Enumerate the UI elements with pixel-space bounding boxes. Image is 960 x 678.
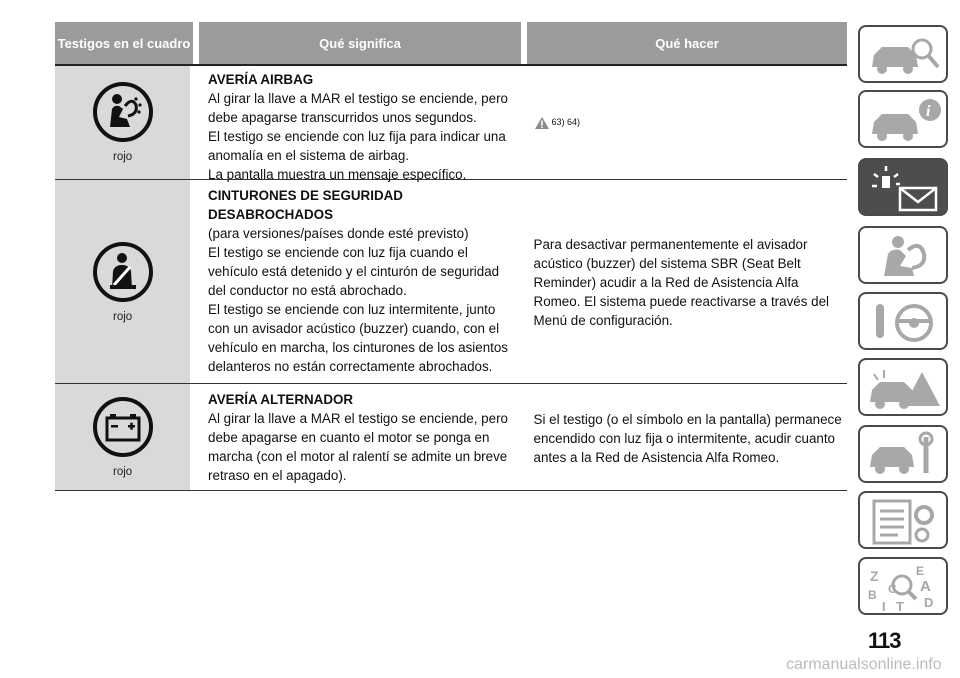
safety-airbag-icon (860, 228, 950, 286)
row-title: AVERÍA ALTERNADOR (208, 392, 354, 407)
seatbelt-warning-icon (92, 241, 154, 303)
meaning-text: Al girar la llave a MAR el testigo se enciende, pero debe apagarse en cuanto el motor se ponga en marcha (con el motor al ralentí se admite un breve retraso en el apagado). (208, 411, 508, 483)
watermark: carmanualsonline.info (786, 656, 942, 673)
svg-text:Z: Z (870, 568, 879, 584)
svg-text:E: E (916, 564, 925, 578)
svg-text:D: D (924, 595, 934, 610)
warning-lights-icon (860, 160, 950, 218)
table-row (55, 64, 847, 180)
side-tab-safety[interactable] (858, 226, 948, 284)
indicator-cell (55, 180, 190, 383)
note-reference: 63) 64) (551, 117, 581, 127)
svg-text:A: A (920, 578, 931, 595)
side-tab-index[interactable] (858, 557, 948, 615)
side-tab-car-info[interactable] (858, 90, 948, 148)
maintenance-icon (860, 427, 950, 485)
battery-warning-icon (92, 396, 154, 458)
meaning-cell (196, 384, 520, 490)
table-row (55, 384, 847, 491)
airbag-warning-icon (92, 81, 154, 143)
index-icon (860, 559, 950, 617)
action-cell (526, 384, 847, 490)
svg-text:B: B (868, 588, 877, 602)
table-header (55, 22, 847, 64)
svg-text:i: i (926, 103, 931, 120)
color-label: rojo (112, 466, 133, 478)
page-number: 113 (868, 628, 901, 653)
action-text: Si el testigo (o el símbolo en la pantalla) permanece encendido con luz fija o intermitente, acudir cuanto antes a la Red de Asistencia Alfa Romeo. (533, 411, 842, 465)
meaning-cell (196, 64, 520, 182)
row-title: AVERÍA AIRBAG (208, 72, 314, 87)
caution-icon (534, 116, 550, 130)
technical-data-icon (860, 493, 950, 551)
side-tab-warning-lights[interactable] (858, 158, 948, 216)
car-search-icon (860, 27, 950, 85)
car-info-icon (860, 92, 950, 150)
svg-text:C: C (888, 582, 897, 596)
side-tab-technical-data[interactable] (858, 491, 948, 549)
meaning-text: Al girar la llave a MAR el testigo se enciende, pero debe apagarse transcurridos unos segundos. El testigo se enciende con luz fija para indicar una anomalía en el sistema de airbag. La pantalla muestra un mensaje específico. (208, 91, 508, 182)
side-tab-driving[interactable] (858, 292, 948, 350)
header-testigos: Testigos en el cuadro (55, 22, 193, 64)
meaning-cell (196, 180, 520, 383)
svg-text:T: T (896, 599, 904, 614)
action-text: Para desactivar permanentemente el avisador acústico (buzzer) del sistema SBR (Seat Belt Reminder) acudir a la Red de Asistencia Alfa Romeo. El sistema puede reactivarse a través del Menú de configuración. (533, 237, 830, 328)
table-row (55, 180, 847, 384)
header-que-hacer: Qué hacer (527, 22, 847, 64)
action-cell (526, 64, 847, 179)
side-tab-car-search[interactable] (858, 25, 948, 83)
side-tab-emergency[interactable] (858, 358, 948, 416)
header-que-significa: Qué significa (199, 22, 521, 64)
header-rule (55, 64, 847, 66)
warning-lights-table (55, 22, 847, 491)
driving-key-steering-icon (860, 294, 950, 352)
color-label: rojo (112, 150, 133, 163)
meaning-text: (para versiones/países donde esté previsto) El testigo se enciende con luz fija cuando el vehículo está detenido y el cinturón de seguridad del conductor no está abrochado. El testigo se enciende con luz intermitente, junto con un avisador acústico (buzzer) cuando, con el vehículo en marcha, los cinturones de los asientos delanteros no están correctamente abrochados. (208, 226, 508, 374)
color-label: rojo (112, 310, 133, 323)
svg-text:I: I (882, 599, 886, 614)
emergency-icon (860, 360, 950, 418)
indicator-cell (55, 64, 190, 179)
side-tab-maintenance[interactable] (858, 425, 948, 483)
indicator-cell (55, 384, 190, 490)
row-title: CINTURONES DE SEGURIDAD DESABROCHADOS (208, 188, 403, 222)
action-cell (526, 180, 847, 383)
